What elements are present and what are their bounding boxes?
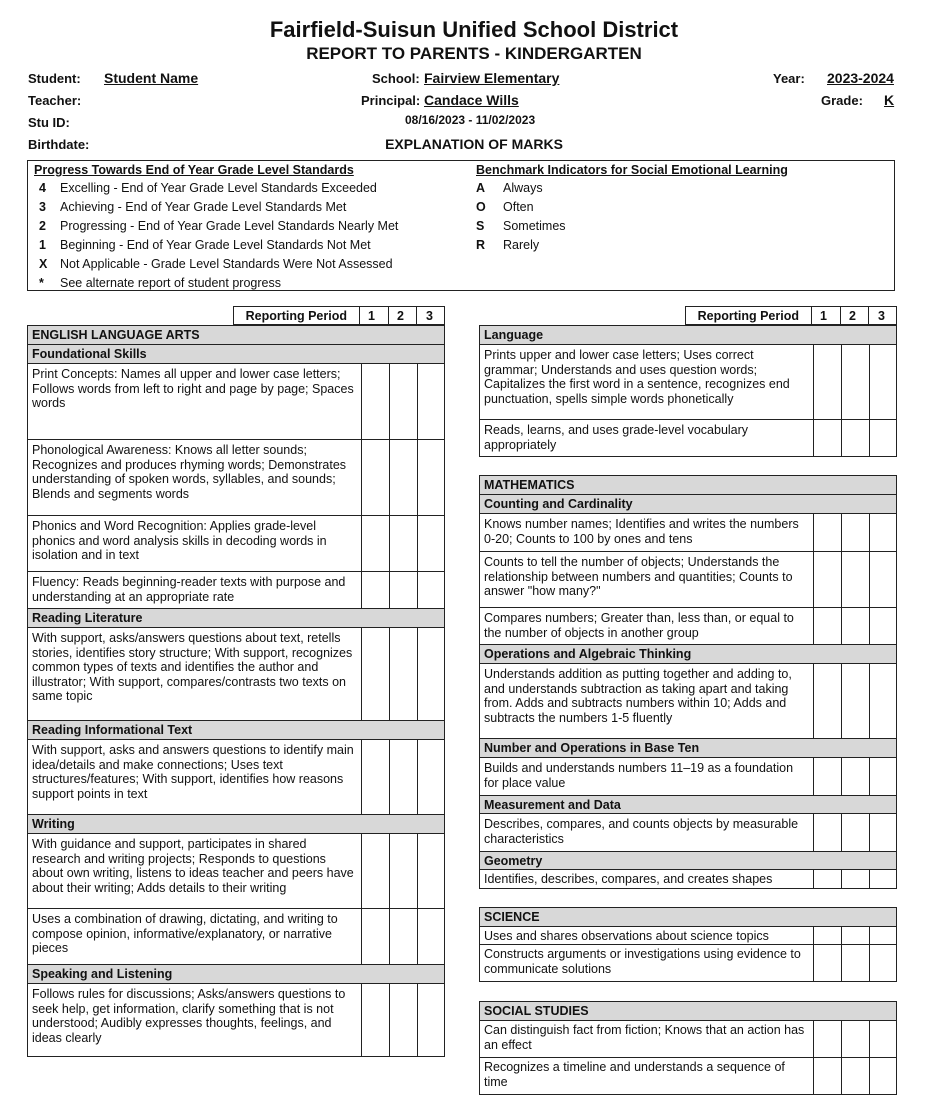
standard-row <box>28 834 444 909</box>
marks-legend <box>27 160 895 291</box>
legend-code: 4 <box>39 181 46 195</box>
subsection-speaking-listening: Speaking and Listening <box>28 965 444 984</box>
science-table <box>479 907 897 982</box>
grade-cell-divider <box>361 740 362 814</box>
grade-cell-divider <box>841 664 842 738</box>
standard-text: With support, asks and answers questions to identify main idea/details and make connections; Uses text structures/features; With support, identifies how reasons support points in text <box>32 743 354 801</box>
standard-text: Describes, compares, and counts objects by measurable characteristics <box>484 817 799 846</box>
standard-row <box>28 984 444 1056</box>
legend-code: 3 <box>39 200 46 214</box>
grade-cell-divider <box>869 758 870 795</box>
reporting-period-label: Reporting Period <box>245 309 347 323</box>
standard-row <box>480 814 896 852</box>
report-title: REPORT TO PARENTS - KINDERGARTEN <box>306 44 642 63</box>
section-header-social-studies: SOCIAL STUDIES <box>480 1002 896 1021</box>
grade-cell-divider <box>417 628 418 720</box>
section-header-ela: ENGLISH LANGUAGE ARTS <box>28 326 444 345</box>
standard-text: With support, asks/answers questions about text, retells stories, identifies story structure; With support, recognizes common types of texts and identifies the author and illustrator; With support, compares/contrasts two texts on same topic <box>32 631 353 704</box>
legend-code: * <box>39 276 44 290</box>
standard-text: Constructs arguments or investigations using evidence to communicate solutions <box>484 947 801 976</box>
divider <box>416 307 417 324</box>
standard-row <box>480 1058 896 1094</box>
grade-cell-divider <box>813 945 814 981</box>
grade-cell-divider <box>417 740 418 814</box>
standard-text: Recognizes a timeline and understands a sequence of time <box>484 1060 785 1089</box>
principal-label: Principal: <box>361 93 421 108</box>
standard-text: Follows rules for discussions; Asks/answers questions to seek help, get information, clarify something that is not understood; Audibly expresses thoughts, feelings, and ideas clearly <box>32 987 346 1045</box>
standard-text: Print Concepts: Names all upper and lower case letters; Follows words from left to right and page by page; Spaces words <box>32 367 354 411</box>
grade-cell-divider <box>841 927 842 944</box>
standard-row <box>480 345 896 420</box>
standard-row <box>28 909 444 965</box>
legend-text: Sometimes <box>503 219 566 233</box>
grade-cell-divider <box>869 1058 870 1094</box>
grade-cell-divider <box>841 514 842 551</box>
legend-code: R <box>476 238 486 252</box>
legend-code: S <box>476 219 485 233</box>
period-2-label: 2 <box>849 309 856 323</box>
grade-cell-divider <box>869 514 870 551</box>
school-name: Fairview Elementary <box>424 70 560 86</box>
reporting-period-header-left <box>233 306 445 325</box>
grade-cell-divider <box>869 608 870 644</box>
legend-text: Progressing - End of Year Grade Level Standards Nearly Met <box>60 219 399 233</box>
standard-text: Fluency: Reads beginning-reader texts with purpose and understanding at an appropriate rate <box>32 575 346 604</box>
year-label: Year: <box>773 71 805 86</box>
legend-code: A <box>476 181 486 195</box>
grade-cell-divider <box>389 572 390 608</box>
grade-cell-divider <box>813 514 814 551</box>
grade-cell-divider <box>841 870 842 888</box>
stu-id-label: Stu ID: <box>28 115 70 130</box>
grade-cell-divider <box>869 664 870 738</box>
period-1-label: 1 <box>368 309 375 323</box>
standard-text: Understands addition as putting together and adding to, and understands subtraction as taking apart and taking from. Adds and subtracts numbers within 10; Adds and subtracts the numbers 1-5 fluently <box>484 667 792 725</box>
reporting-period-header-right <box>685 306 897 325</box>
grade-cell-divider <box>389 364 390 439</box>
student-label: Student: <box>28 71 81 86</box>
legend-text: Excelling - End of Year Grade Level Standards Exceeded <box>60 181 377 195</box>
subsection-counting: Counting and Cardinality <box>480 495 896 514</box>
standard-row <box>480 758 896 796</box>
grade-cell-divider <box>361 628 362 720</box>
subsection-measurement: Measurement and Data <box>480 796 896 814</box>
teacher-label: Teacher: <box>28 93 82 108</box>
grade-cell-divider <box>869 1021 870 1057</box>
grade-cell-divider <box>813 552 814 607</box>
standard-text: Uses and shares observations about science topics <box>484 929 769 943</box>
grade-cell-divider <box>813 420 814 456</box>
grade-cell-divider <box>389 516 390 571</box>
grade-cell-divider <box>841 945 842 981</box>
legend-code: O <box>476 200 486 214</box>
standard-text: Can distinguish fact from fiction; Knows that an action has an effect <box>484 1023 805 1052</box>
legend-text: Achieving - End of Year Grade Level Standards Met <box>60 200 347 214</box>
standard-row <box>28 572 444 609</box>
grade-cell-divider <box>389 984 390 1056</box>
grade-cell-divider <box>869 814 870 851</box>
standard-text: Compares numbers; Greater than, less than, or equal to the number of objects in another group <box>484 611 794 640</box>
standard-row <box>480 870 896 888</box>
reporting-period-label: Reporting Period <box>697 309 799 323</box>
date-range: 08/16/2023 - 11/02/2023 <box>405 113 536 127</box>
grade-cell-divider <box>841 420 842 456</box>
grade-cell-divider <box>361 516 362 571</box>
grade-cell-divider <box>841 552 842 607</box>
grade-cell-divider <box>361 909 362 964</box>
principal-name: Candace Wills <box>424 92 519 108</box>
student-name: Student Name <box>104 70 199 86</box>
period-1-label: 1 <box>820 309 827 323</box>
grade-cell-divider <box>813 345 814 419</box>
ela-table <box>27 325 445 1057</box>
grade-cell-divider <box>417 909 418 964</box>
grade-cell-divider <box>813 1021 814 1057</box>
grade-cell-divider <box>361 984 362 1056</box>
sel-heading: Benchmark Indicators for Social Emotional Learning <box>476 163 788 177</box>
legend-code: 2 <box>39 219 46 233</box>
grade-cell-divider <box>869 420 870 456</box>
grade-cell-divider <box>869 927 870 944</box>
explanation-title: EXPLANATION OF MARKS <box>385 136 563 152</box>
year-value: 2023-2024 <box>827 70 894 86</box>
standard-row <box>480 927 896 945</box>
grade-cell-divider <box>361 572 362 608</box>
standard-text: Phonics and Word Recognition: Applies grade-level phonics and word analysis skills in decoding words in isolation and in text <box>32 519 327 563</box>
social-studies-table <box>479 1001 897 1095</box>
grade-cell-divider <box>813 870 814 888</box>
standard-text: Phonological Awareness: Knows all letter sounds; Recognizes and produces rhyming words; Demonstrates understanding of spoken words, syllables, and sounds; Blends and segments words <box>32 443 347 501</box>
standard-row <box>28 440 444 516</box>
subsection-base-ten: Number and Operations in Base Ten <box>480 739 896 758</box>
period-2-label: 2 <box>397 309 404 323</box>
section-header-science: SCIENCE <box>480 908 896 927</box>
birthdate-label: Birthdate: <box>28 137 90 152</box>
grade-cell-divider <box>869 870 870 888</box>
standard-text: Builds and understands numbers 11–19 as a foundation for place value <box>484 761 794 790</box>
subsection-operations-algebraic: Operations and Algebraic Thinking <box>480 645 896 664</box>
grade-cell-divider <box>361 440 362 515</box>
standard-text: Knows number names; Identifies and writes the numbers 0-20; Counts to 100 by ones and tens <box>484 517 799 546</box>
grade-cell-divider <box>841 345 842 419</box>
divider <box>359 307 360 324</box>
period-3-label: 3 <box>878 309 885 323</box>
grade-cell-divider <box>841 608 842 644</box>
grade-cell-divider <box>813 927 814 944</box>
grade-cell-divider <box>813 758 814 795</box>
divider <box>811 307 812 324</box>
grade-cell-divider <box>417 440 418 515</box>
period-3-label: 3 <box>426 309 433 323</box>
grade-cell-divider <box>361 834 362 908</box>
grade-cell-divider <box>417 516 418 571</box>
grade-cell-divider <box>389 909 390 964</box>
grade-cell-divider <box>389 834 390 908</box>
legend-code: X <box>39 257 48 271</box>
legend-text: See alternate report of student progress <box>60 276 281 290</box>
grade-value: K <box>884 92 895 108</box>
standard-row <box>480 664 896 739</box>
standard-row <box>480 420 896 456</box>
subsection-reading-literature: Reading Literature <box>28 609 444 628</box>
section-header-math: MATHEMATICS <box>480 476 896 495</box>
standard-row <box>28 740 444 815</box>
standard-row <box>480 608 896 645</box>
legend-text: Beginning - End of Year Grade Level Standards Not Met <box>60 238 371 252</box>
grade-cell-divider <box>869 945 870 981</box>
divider <box>868 307 869 324</box>
standard-text: Counts to tell the number of objects; Understands the relationship between numbers and quantities; Counts to answer "how many?" <box>484 555 793 599</box>
legend-text: Not Applicable - Grade Level Standards Were Not Assessed <box>60 257 393 271</box>
grade-cell-divider <box>417 834 418 908</box>
grade-cell-divider <box>389 440 390 515</box>
grade-label: Grade: <box>821 93 863 108</box>
standard-text: Reads, learns, and uses grade-level vocabulary appropriately <box>484 423 749 452</box>
standard-text: Identifies, describes, compares, and creates shapes <box>484 872 773 886</box>
standard-text: Uses a combination of drawing, dictating, and writing to compose opinion, informative/explanatory, or narrative pieces <box>32 912 338 956</box>
standard-row <box>28 628 444 721</box>
standard-row <box>480 1021 896 1058</box>
divider <box>388 307 389 324</box>
grade-cell-divider <box>813 1058 814 1094</box>
grade-cell-divider <box>813 814 814 851</box>
grade-cell-divider <box>869 552 870 607</box>
standard-row <box>28 364 444 440</box>
legend-code: 1 <box>39 238 46 252</box>
subsection-writing: Writing <box>28 815 444 834</box>
grade-cell-divider <box>389 740 390 814</box>
standard-row <box>28 516 444 572</box>
grade-cell-divider <box>417 572 418 608</box>
grade-cell-divider <box>361 364 362 439</box>
grade-cell-divider <box>869 345 870 419</box>
legend-text: Often <box>503 200 534 214</box>
subsection-foundational-skills: Foundational Skills <box>28 345 444 364</box>
subsection-reading-informational: Reading Informational Text <box>28 721 444 740</box>
district-title: Fairfield-Suisun Unified School District <box>269 17 679 42</box>
math-table <box>479 475 897 889</box>
grade-cell-divider <box>813 664 814 738</box>
grade-cell-divider <box>417 364 418 439</box>
subsection-language: Language <box>480 326 896 345</box>
standard-text: With guidance and support, participates in shared research and writing projects; Responds to questions about own writing, listens to ideas teacher and peers have about their writing; Adds details to their writing <box>32 837 354 895</box>
grade-cell-divider <box>813 608 814 644</box>
legend-text: Always <box>503 181 543 195</box>
school-label: School: <box>372 71 420 86</box>
standard-row <box>480 945 896 981</box>
standard-row <box>480 552 896 608</box>
grade-cell-divider <box>389 628 390 720</box>
standard-text: Prints upper and lower case letters; Uses correct grammar; Understands and uses question words; Capitalizes the first word in a sentence, recognizes end punctuation, spells simple words phonetically <box>484 348 790 406</box>
grade-cell-divider <box>841 814 842 851</box>
grade-cell-divider <box>841 1021 842 1057</box>
grade-cell-divider <box>841 1058 842 1094</box>
subsection-geometry: Geometry <box>480 852 896 870</box>
legend-text: Rarely <box>503 238 540 252</box>
language-table <box>479 325 897 457</box>
divider <box>840 307 841 324</box>
progress-heading: Progress Towards End of Year Grade Level Standards <box>34 163 354 177</box>
grade-cell-divider <box>841 758 842 795</box>
standard-row <box>480 514 896 552</box>
grade-cell-divider <box>417 984 418 1056</box>
